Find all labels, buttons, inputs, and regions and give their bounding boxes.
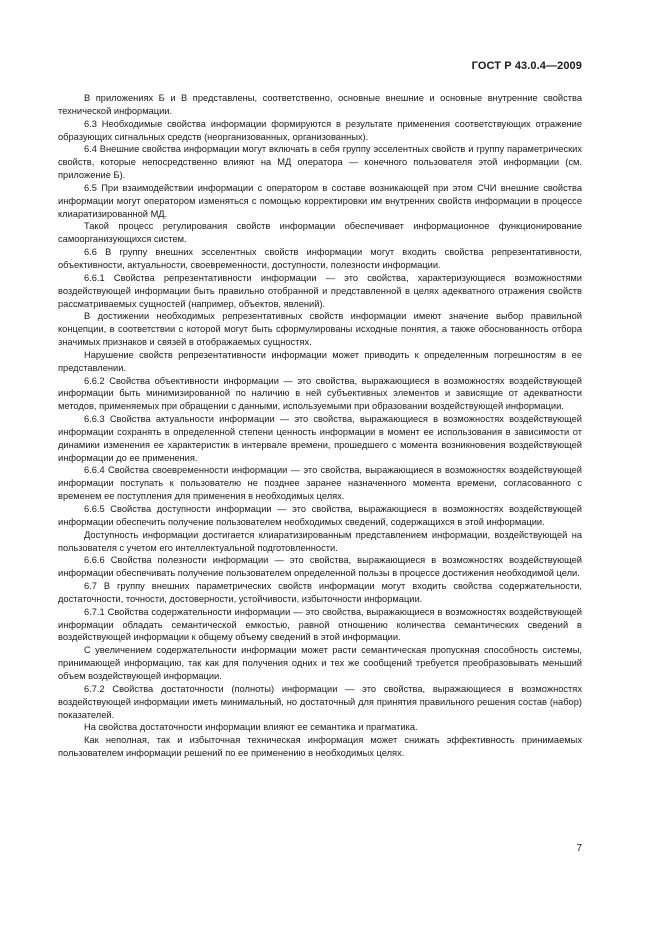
paragraph: На свойства достаточности информации влияют ее семантика и прагматика. [84, 722, 418, 733]
paragraph: 6.4 Внешние свойства информации могут включать в себя группу эсселентных свойств и группу параметрических свойств, которые непосредственно влияют на МД оператора — конечного пользователя этой информации (см. приложение Б). [58, 144, 582, 181]
standard-code: ГОСТ Р 43.0.4—2009 [471, 60, 582, 72]
paragraph: 6.6.4 Свойства своевременности информации — это свойства, выражающиеся в возможностях воздействующей информации поступать к пользователю не позднее заранее назначенного момента времени, согласованного с временем ее поступления для применения в необходимых целях. [58, 465, 582, 502]
paragraph: 6.6.2 Свойства объективности информации — это свойства, выражающиеся в возможностях воздействующей информации быть минимизированной по наличию в ней субъективных элементов и зависящие от адекватности методов, применяемых при обращении с данными, используемыми при образовании воздействующей информации. [58, 375, 582, 412]
paragraph: Как неполная, так и избыточная техническая информация может снижать эффективность принимаемых пользователем информации решений по ее применению в необходимых целях. [58, 735, 582, 759]
paragraph: 6.7.1 Свойства содержательности информации — это свойства, выражающиеся в возможностях воздействующей информации обладать семантической емкостью, равной отношению количества семантических сведений в воздействующей информации к общему объему сведений в этой информации. [58, 606, 582, 643]
paragraph: 6.6.6 Свойства полезности информации — это свойства, выражающиеся в возможностях воздействующей информации обеспечивать получение пользователем определенной пользы в процессе достижения необходимой цели. [58, 555, 582, 579]
paragraph: 6.6.3 Свойства актуальности информации — это свойства, выражающиеся в возможностях воздействующей информации сохранять в определенной степени ценность информации в момент ее использования в зависимости от динамики изменения ее характеристик в интервале времени, прошедшего с момента возникновения воздействующей информации до ее применения. [58, 414, 582, 463]
paragraph: В приложениях Б и В представлены, соответственно, основные внешние и основные внутренние свойства технической информации. [58, 93, 582, 116]
paragraph: 6.7.2 Свойства достаточности (полноты) информации — это свойства, выражающиеся в возможностях воздействующей информации иметь минимальный, но достаточный для принятия правильного решения состав (набор) показателей. [58, 683, 582, 720]
document-header [472, 60, 582, 72]
paragraph: 6.5 При взаимодействии информации с оператором в составе возникающей при этом СЧИ внешние свойства информации могут оператором изменяться с помощью корректировки им внутренних свойств информации в процессе клиаратизированной МД. [58, 182, 582, 219]
paragraph: 6.6 В группу внешних эсселентных свойств информации могут входить свойства репрезентативности, объективности, актуальности, своевременности, доступности, полезности информации. [58, 247, 582, 270]
paragraph: В достижении необходимых репрезентативных свойств информации имеют значение выбор правильной концепции, в соответствии с которой могут быть сформулированы исходные понятия, а также обоснованность отбора значимых признаков и связей в отображаемых сущностях. [58, 311, 582, 348]
paragraph: 6.7 В группу внешних параметрических свойств информации могут входить свойства содержательности, достаточности, точности, достоверности, устойчивости, избыточности информации. [58, 581, 582, 604]
paragraph: Такой процесс регулирования свойств информации обеспечивает информационное функционирование самоорганизующихся систем. [58, 221, 582, 245]
paragraph: 6.6.5 Свойства доступности информации — это свойства, выражающиеся в возможностях воздействующей информации обеспечить получение пользователем необходимых сведений, содержащихся в этой информации. [58, 504, 582, 527]
page-number: 7 [576, 843, 582, 854]
document-body [58, 92, 582, 760]
paragraph: Доступность информации достигается клиаратизированным представлением информации, воздействующей на пользователя с учетом его интеллектуальной подготовленности. [58, 529, 582, 553]
paragraph: Нарушение свойств репрезентативности информации может приводить к определенным погрешностям в ее представлении. [58, 349, 582, 373]
paragraph: С увеличением содержательности информации может расти семантическая пропускная способность системы, принимающей информацию, так как для получения одних и тех же сообщений требуется преобразовывать меньший объем воздействующей информации. [58, 645, 582, 681]
paragraph: 6.6.1 Свойства репрезентативности информации — это свойства, характеризующиеся возможностями воздействующей информации быть правильно отобранной и представленной в целях адекватного отражения свойств рассматриваемых сущностей (например, объектов, явлений). [58, 272, 582, 309]
paragraph: 6.3 Необходимые свойства информации формируются в результате применения соответствующих отражение образующих сигнальных средств (неорганизованных, организованных). [58, 118, 582, 142]
